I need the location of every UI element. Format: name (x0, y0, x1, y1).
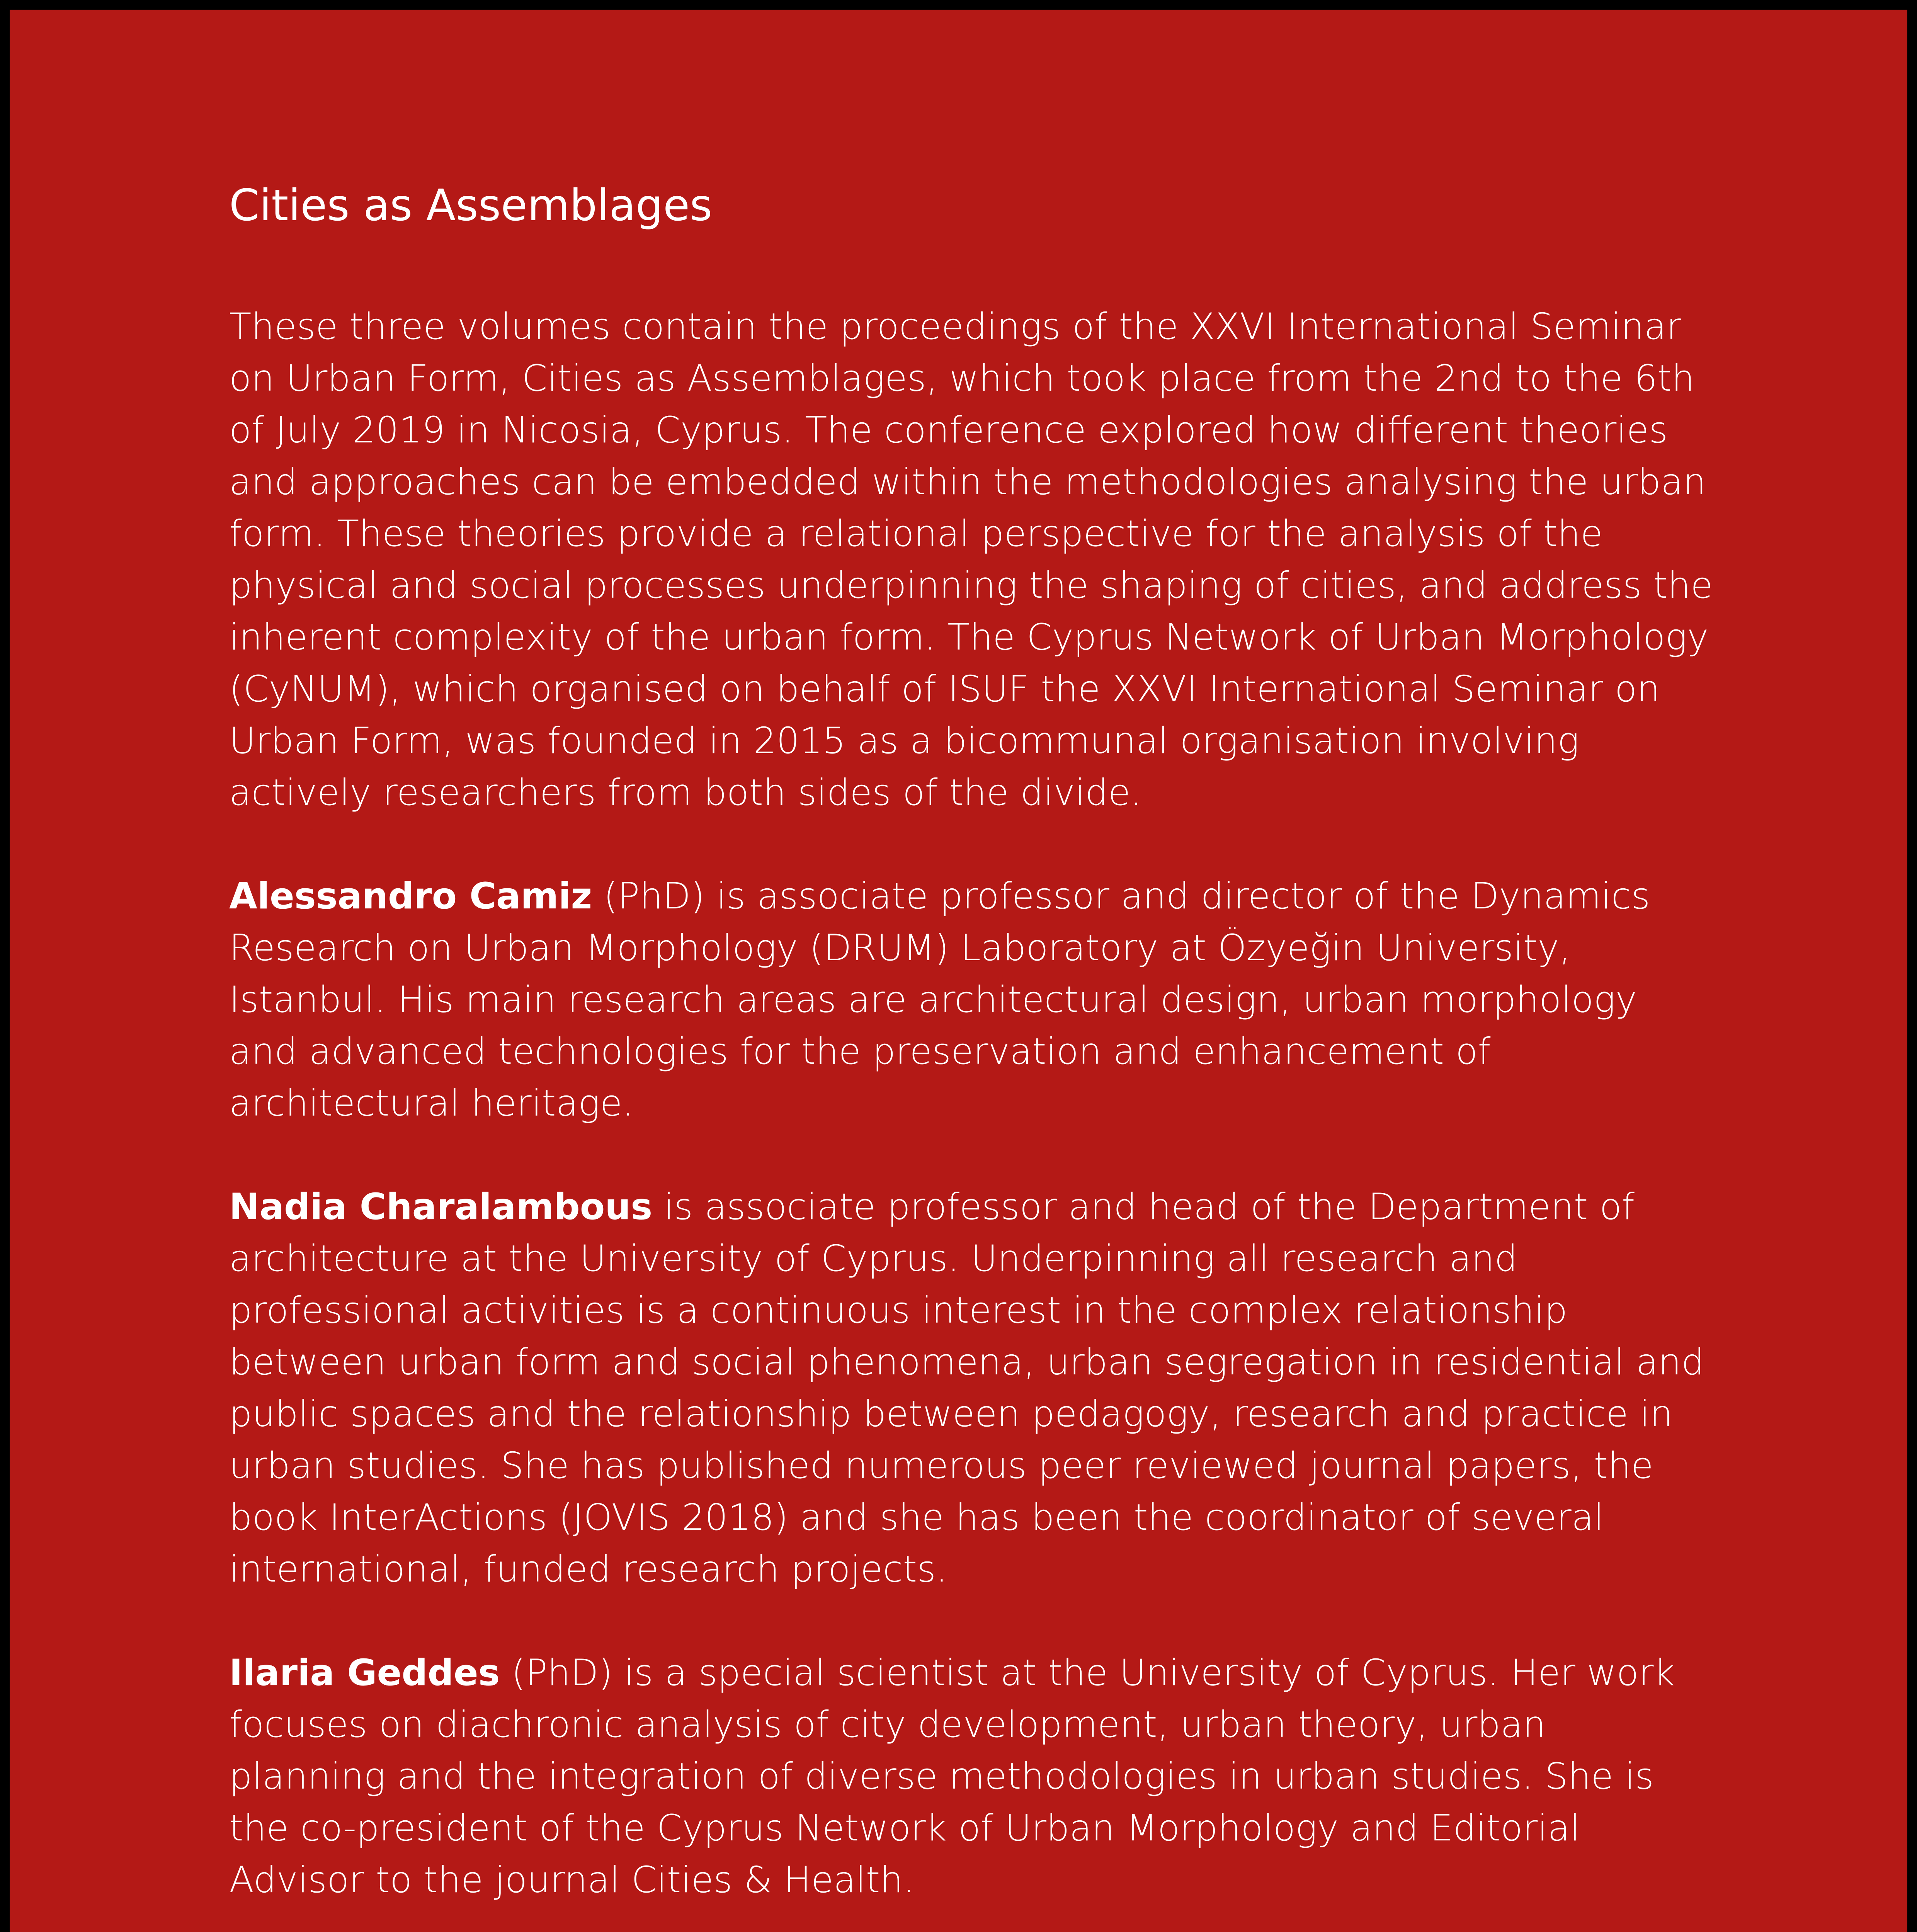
author-bio: is associate professor and head of the Department of architecture at the University of Cyprus. Underpinning all research and professional activities is a continuous interest in the complex relationship between urban form and social phenomena, urban segregation in residential and public spaces and the relationship between pedagogy, research and practice in urban studies. She has published numerous peer reviewed journal papers, the book InterActions (JOVIS 2018) and she has been the coordinator of several international, funded research projects. (229, 1186, 1704, 1591)
bio-camiz (229, 871, 1713, 1129)
intro-paragraph: These three volumes contain the proceedings of the XXVI International Seminar on Urban Form, Cities as Assemblages, which took place from the 2nd to the 6th of July 2019 in Nicosia, Cyprus. The conference explored how different theories and approaches can be embedded within the methodologies analysing the urban form. These theories provide a relational perspective for the analysis of the physical and social processes underpinning the shaping of cities, and address the inherent complexity of the urban form. The Cyprus Network of Urban Morphology (CyNUM), which organised on behalf of ISUF the XXVI International Seminar on Urban Form, was founded in 2015 as a bicommunal organisation involving actively researchers from both sides of the divide. (229, 306, 1713, 814)
back-cover (10, 10, 1907, 1932)
author-name: Alessandro Camiz (229, 875, 592, 918)
author-bio: (PhD) is associate professor and director of the Dynamics Research on Urban Morphology (DRUM) Laboratory at Özyeğin University, Istanbul. His main research areas are architectural design, urban morphology and advanced technologies for the preservation and enhancement of architectural heritage. (229, 875, 1650, 1125)
author-bio: (PhD) is a special scientist at the University of Cyprus. Her work focuses on diachronic analysis of city development, urban theory, urban planning and the integration of diverse methodologies in urban studies. She is the co-president of the Cyprus Network of Urban Morphology and Editorial Advisor to the journal Cities & Health. (229, 1652, 1675, 1901)
bio-charalambous (229, 1181, 1713, 1595)
author-name: Ilaria Geddes (229, 1652, 500, 1694)
author-name: Nadia Charalambous (229, 1186, 653, 1228)
cover-text (229, 180, 1713, 1932)
bio-geddes (229, 1647, 1713, 1906)
book-title: Cities as Assemblages (229, 180, 713, 231)
